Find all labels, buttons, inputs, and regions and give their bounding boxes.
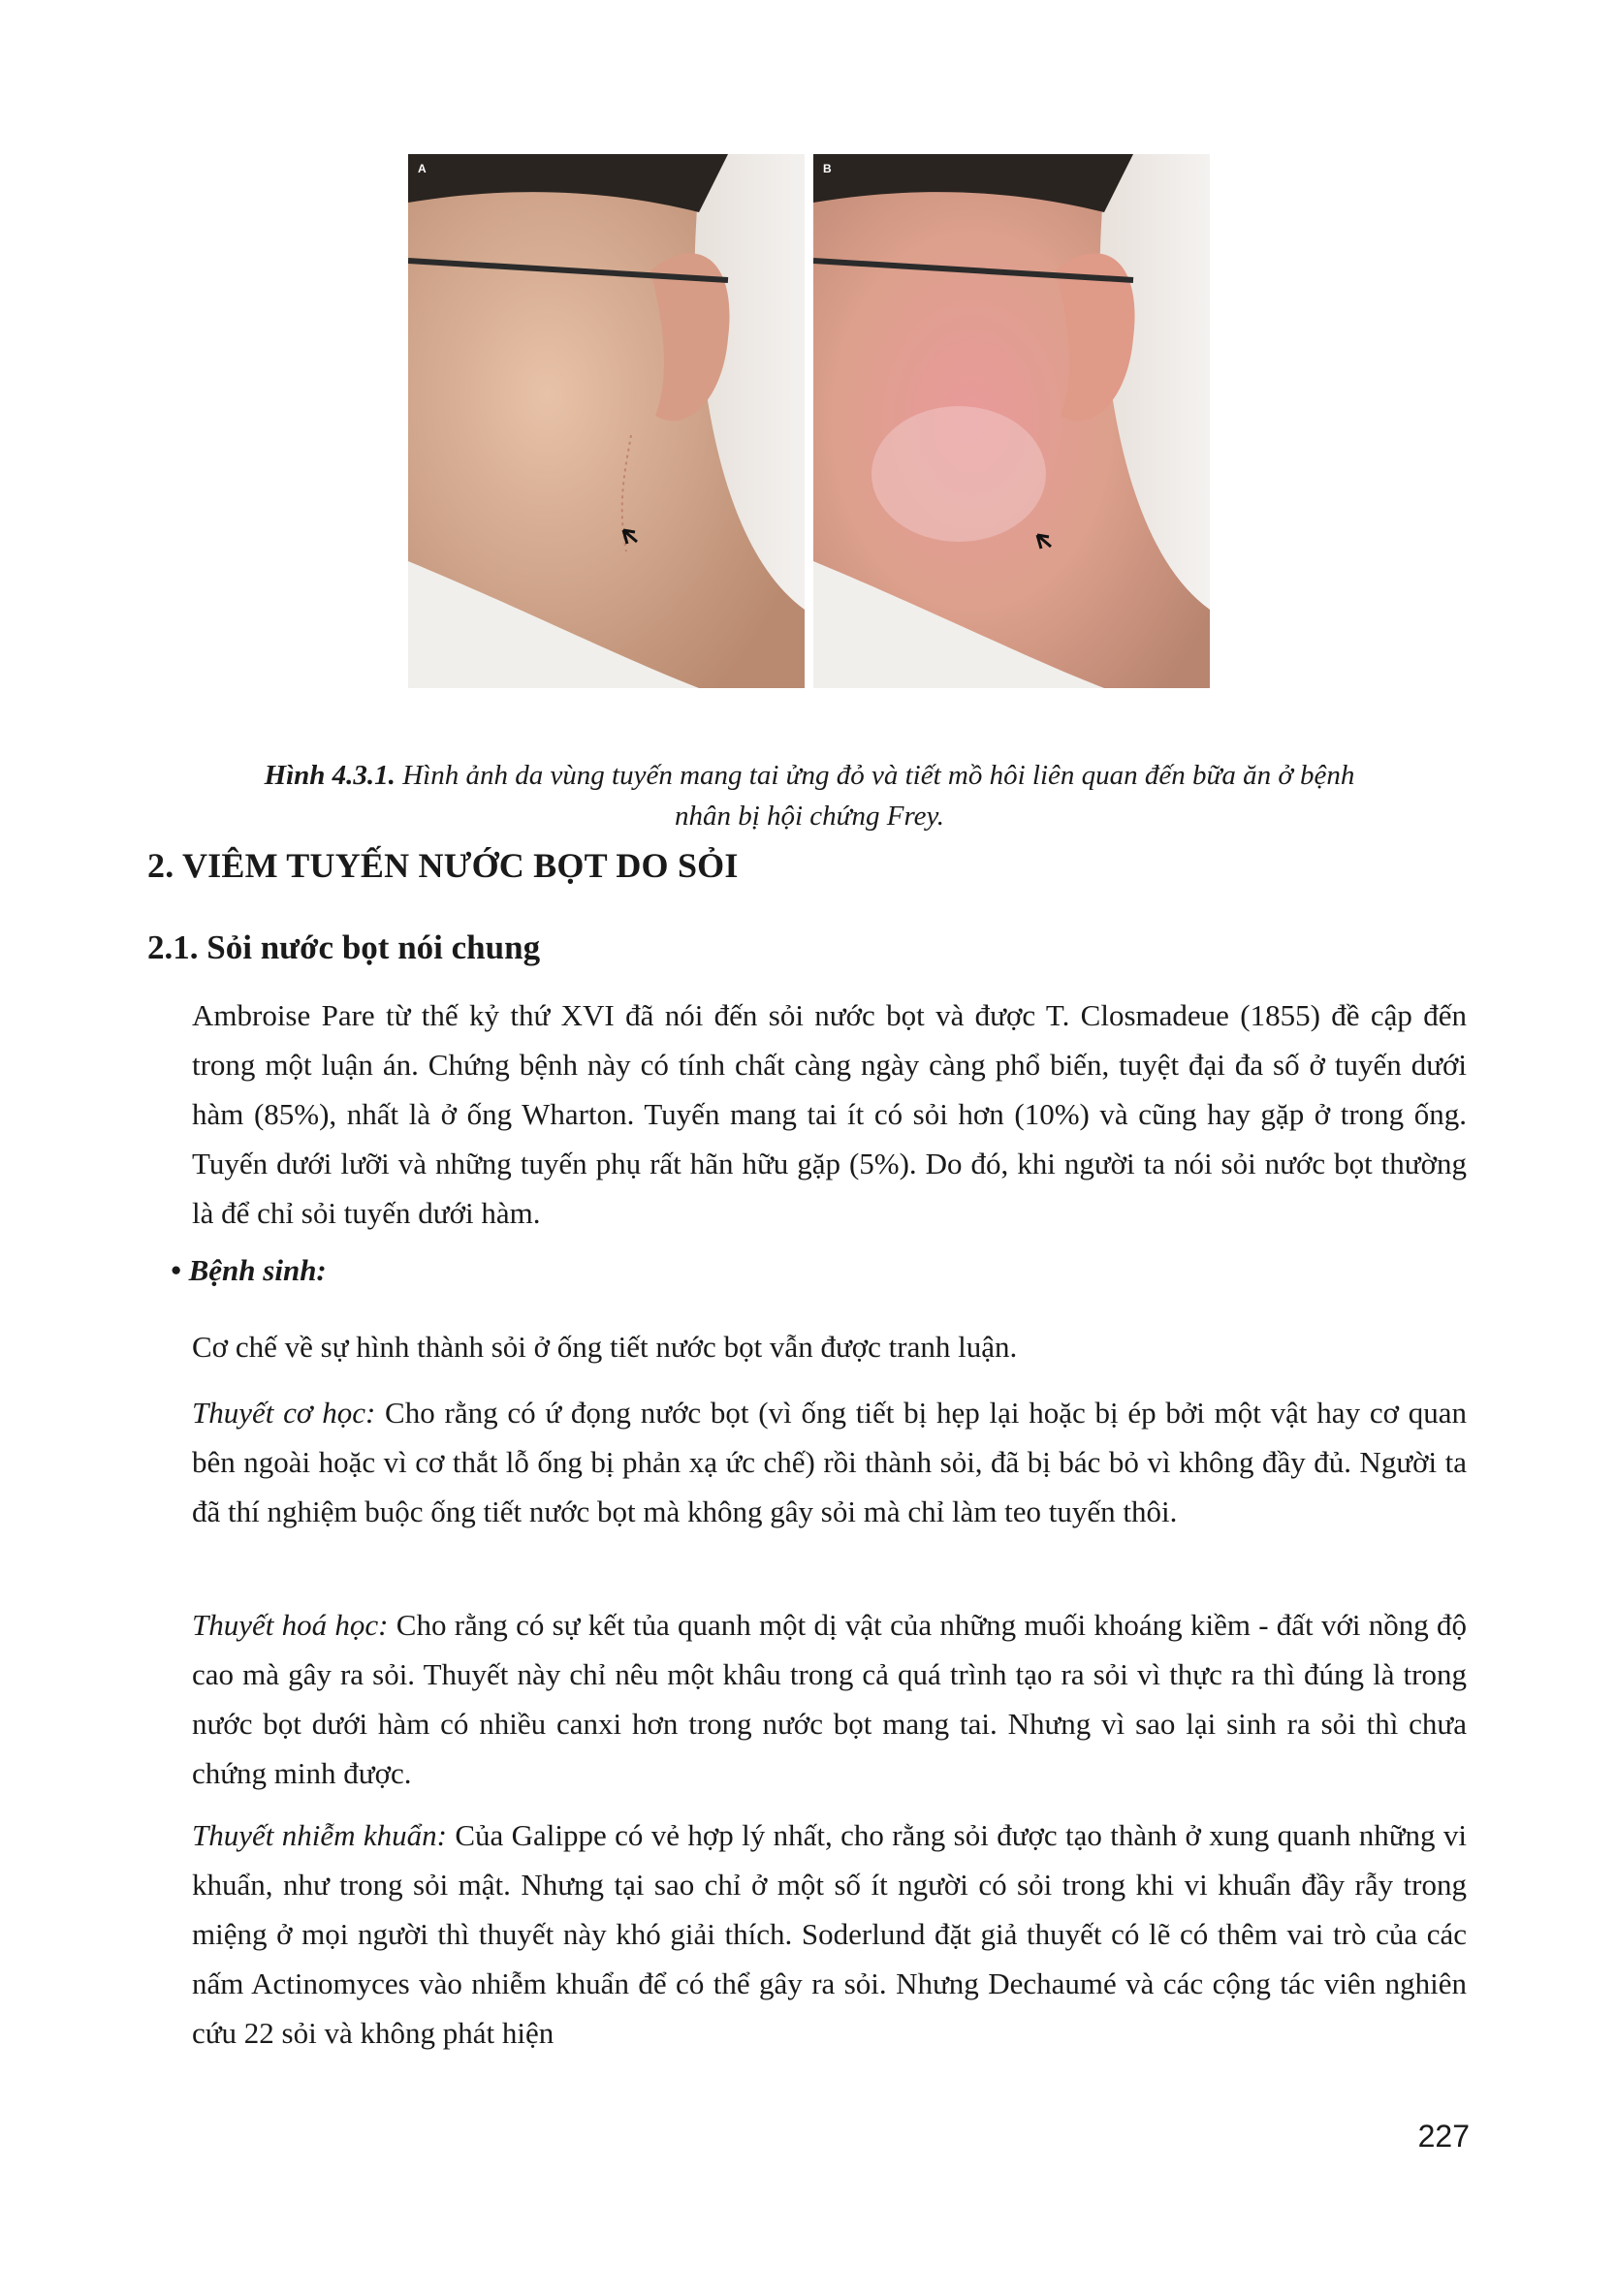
term-mechanical-theory: Thuyết cơ học:: [192, 1396, 376, 1430]
figure-frey-syndrome: [408, 154, 1211, 688]
term-chemical-theory: Thuyết hoá học:: [192, 1608, 389, 1642]
figure-caption: [242, 755, 1377, 836]
figure-caption-text: Hình ảnh da vùng tuyến mang tai ửng đỏ và tiết mồ hôi liên quan đến bữa ăn ở bệnh nhân bị hội chứng Frey.: [395, 760, 1355, 832]
paragraph-chemical-theory: [192, 1600, 1467, 1798]
figure-caption-label: Hình 4.3.1.: [264, 760, 396, 791]
subsection-heading: 2.1. Sỏi nước bọt nói chung: [147, 928, 541, 966]
section-heading: 2. VIÊM TUYẾN NƯỚC BỌT DO SỎI: [147, 846, 739, 885]
page-number: 227: [1417, 2119, 1470, 2154]
photo-neck-profile-a: [408, 154, 805, 688]
mechanical-theory-text: Cho rằng có ứ đọng nước bọt (vì ống tiết bị hẹp lại hoặc bị ép bởi một vật hay cơ quan bên ngoài hoặc vì cơ thắt lỗ ống bị phản xạ ức chế) rồi thành sỏi, đã bị bác bỏ vì không đầy đủ. Người ta đã thí nghiệm buộc ống tiết nước bọt mà không gây sỏi mà chỉ làm teo tuyến thôi.: [192, 1396, 1467, 1528]
figure-panel-a: [408, 154, 805, 688]
paragraph-infection-theory: [192, 1810, 1467, 2058]
infection-theory-text: Của Galippe có vẻ hợp lý nhất, cho rằng sỏi được tạo thành ở xung quanh những vi khuẩn, như trong sỏi mật. Nhưng tại sao chỉ ở một số ít người có sỏi trong khi vi khuẩn đầy rẫy trong miệng ở mọi người thì thuyết này khó giải thích. Soderlund đặt giả thuyết có lẽ có thêm vai trò của các nấm Actinomyces vào nhiễm khuẩn để có thể gây ra sỏi. Nhưng Dechaumé và các cộng tác viên nghiên cứu 22 sỏi và không phát hiện: [192, 1818, 1468, 2050]
term-infection-theory: Thuyết nhiễm khuẩn:: [192, 1818, 447, 1852]
panel-letter-b: B: [823, 162, 832, 175]
figure-panel-b: [813, 154, 1210, 688]
chemical-theory-text: Cho rằng có sự kết tủa quanh một dị vật của những muối khoáng kiềm - đất với nồng độ cao mà gây ra sỏi. Thuyết này chỉ nêu một khâu trong cả quá trình tạo ra sỏi vì thực ra thì đúng là trong nước bọt dưới hàm có nhiều canxi hơn trong nước bọt mang tai. Nhưng vì sao lại sinh ra sỏi thì chưa chứng minh được.: [192, 1608, 1467, 1790]
paragraph-intro: Ambroise Pare từ thế kỷ thứ XVI đã nói đến sỏi nước bọt và được T. Closmadeue (1855) đề cập đến trong một luận án. Chứng bệnh này có tính chất càng ngày càng phổ biến, tuyệt đại đa số ở tuyến dưới hàm (85%), nhất là ở ống Wharton. Tuyến mang tai ít có sỏi hơn (10%) và cũng hay gặp ở trong ống. Tuyến dưới lưỡi và những tuyến phụ rất hãn hữu gặp (5%). Do đó, khi người ta nói sỏi nước bọt thường là để chỉ sỏi tuyến dưới hàm.: [192, 998, 1467, 1230]
photo-neck-profile-b: [813, 154, 1210, 688]
panel-letter-a: A: [418, 162, 427, 175]
bullet-heading-pathogenesis: • Bệnh sinh:: [171, 1253, 327, 1287]
paragraph-mechanical-theory: [192, 1388, 1467, 1536]
paragraph-mechanism: Cơ chế về sự hình thành sỏi ở ống tiết nước bọt vẫn được tranh luận.: [192, 1330, 1018, 1364]
